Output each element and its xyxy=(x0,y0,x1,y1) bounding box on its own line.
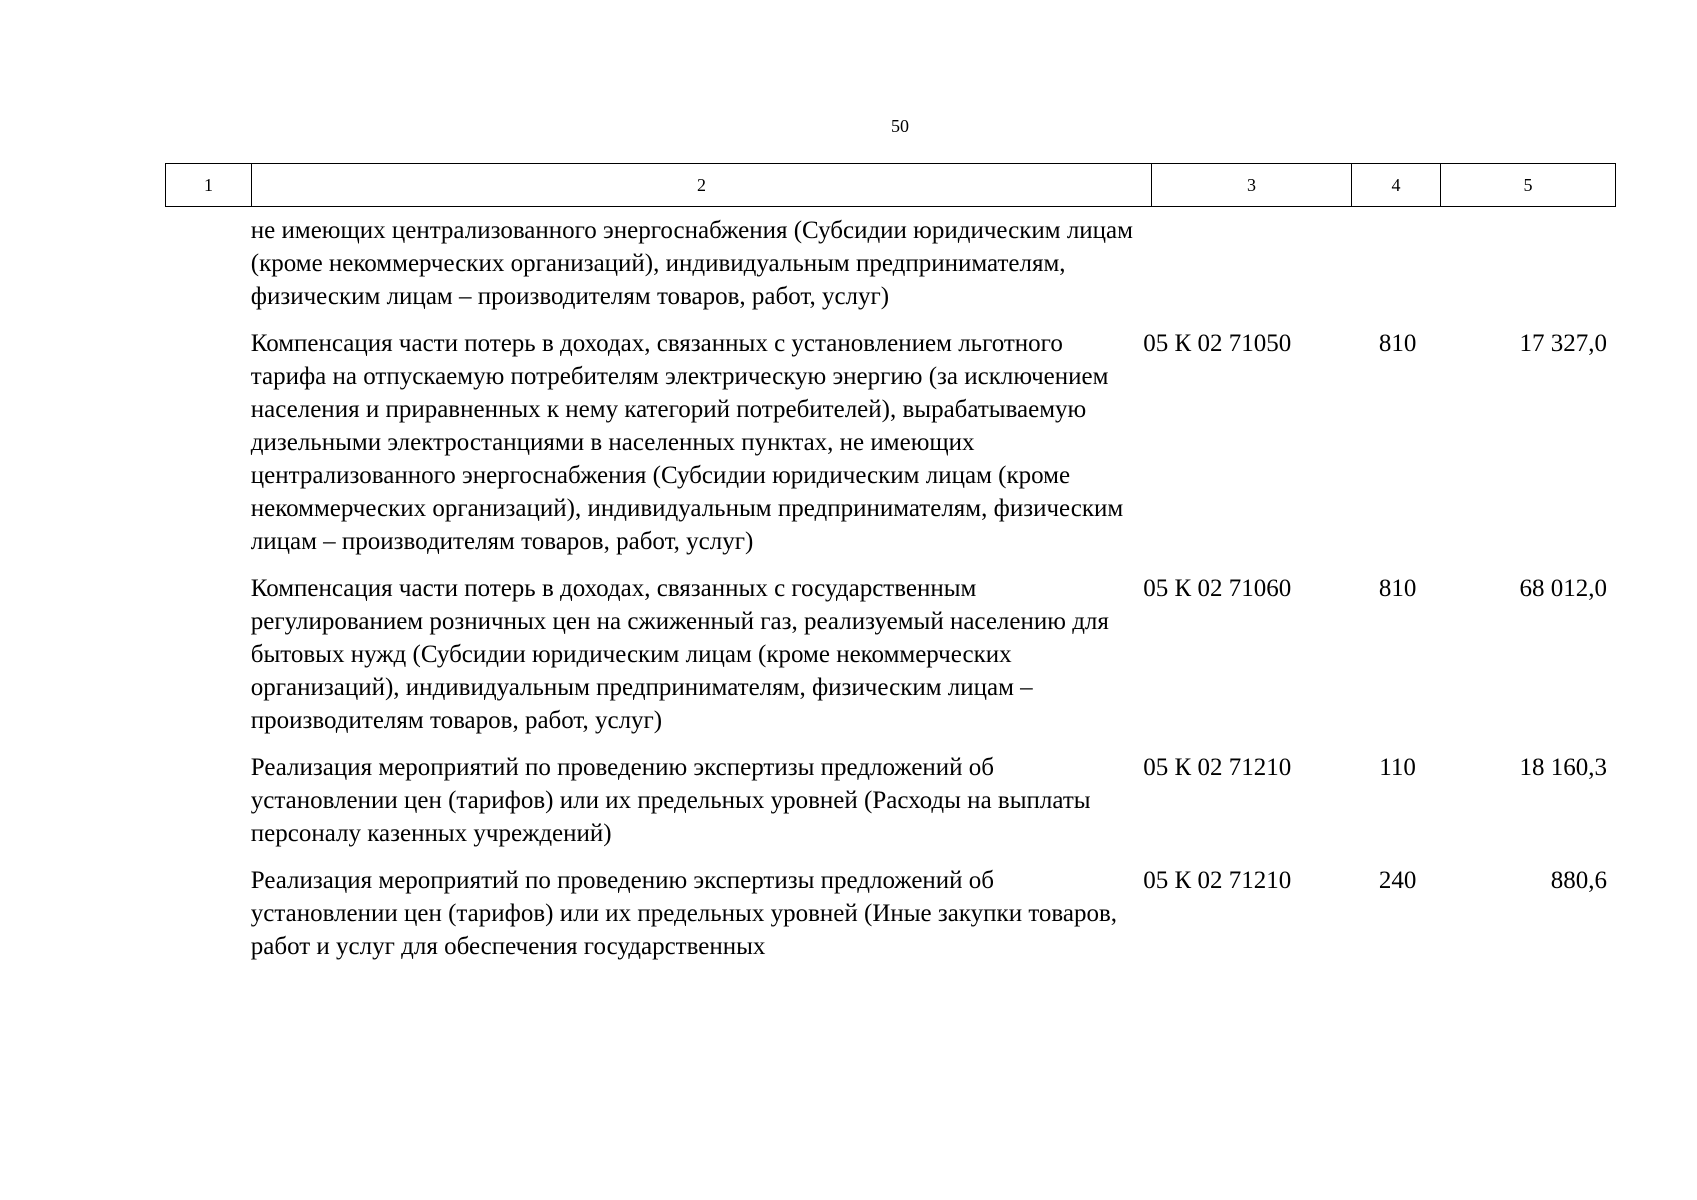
row-code-cell: 05 К 02 71050 xyxy=(1143,330,1292,357)
row-number-cell xyxy=(165,864,251,963)
row-type-cell: 810 xyxy=(1378,330,1417,357)
column-header-row xyxy=(166,164,1616,207)
column-header-4: 4 xyxy=(1352,164,1441,207)
column-header-5: 5 xyxy=(1441,164,1616,207)
row-code-cell xyxy=(1143,214,1352,313)
row-amount-cell: 18 160,3 xyxy=(1519,754,1608,781)
table-row xyxy=(165,214,1615,313)
row-code-cell: 05 К 02 71060 xyxy=(1143,575,1292,602)
row-type-cell: 240 xyxy=(1378,867,1417,894)
page-number: 50 xyxy=(891,116,909,136)
row-amount-cell: 17 327,0 xyxy=(1519,330,1608,357)
row-type-cell: 110 xyxy=(1379,754,1416,781)
row-name-cell: Реализация мероприятий по проведению экспертизы предложений об установлении цен (тарифов) или их предельных уровней (Иные закупки товаров, работ и услуг для обеспечения государственных xyxy=(250,867,1118,960)
row-number-cell xyxy=(165,572,251,737)
table-row xyxy=(165,572,1615,737)
row-number-cell xyxy=(165,751,251,850)
row-code-cell: 05 К 02 71210 xyxy=(1143,867,1292,894)
row-number-cell xyxy=(165,327,251,558)
row-type-cell: 810 xyxy=(1378,575,1417,602)
column-header-2: 2 xyxy=(252,164,1152,207)
row-amount-cell xyxy=(1442,214,1615,313)
row-number-cell xyxy=(165,214,251,313)
row-name-cell: не имеющих централизованного энергоснабжения (Субсидии юридическим лицам (кроме некоммерческих организаций), индивидуальным предпринимателям, физическим лицам – производителям товаров, работ, услуг) xyxy=(250,217,1133,310)
table-row xyxy=(165,751,1615,850)
row-type-cell xyxy=(1353,214,1443,313)
row-code-cell: 05 К 02 71210 xyxy=(1143,754,1292,781)
table-row xyxy=(165,327,1615,558)
row-name-cell: Компенсация части потерь в доходах, связанных с установлением льготного тарифа на отпускаемую потребителям электрическую энергию (за исключением населения и приравненных к нему категорий потребителей), вырабатываемую дизельными электростанциями в населенных пунктах, не имеющих централизованного энергоснабжения (Субсидии юридическим лицам (кроме некоммерческих организаций), индивидуальным предпринимателям, физическим лицам – производителям товаров, работ, услуг) xyxy=(250,330,1124,555)
row-name-cell: Реализация мероприятий по проведению экспертизы предложений об установлении цен (тарифов) или их предельных уровней (Расходы на выплаты персоналу казенных учреждений) xyxy=(250,754,1091,847)
budget-rows xyxy=(165,214,1615,977)
row-amount-cell: 68 012,0 xyxy=(1519,575,1608,602)
row-amount-cell: 880,6 xyxy=(1550,867,1608,894)
table-row xyxy=(165,864,1615,963)
column-header-3: 3 xyxy=(1152,164,1352,207)
column-header-1: 1 xyxy=(166,164,252,207)
row-name-cell: Компенсация части потерь в доходах, связанных с государственным регулированием розничных цен на сжиженный газ, реализуемый населению для бытовых нужд (Субсидии юридическим лицам (кроме некоммерческих организаций), индивидуальным предпринимателям, физическим лицам – производителям товаров, работ, услуг) xyxy=(250,575,1109,734)
column-header-table xyxy=(165,163,1616,207)
